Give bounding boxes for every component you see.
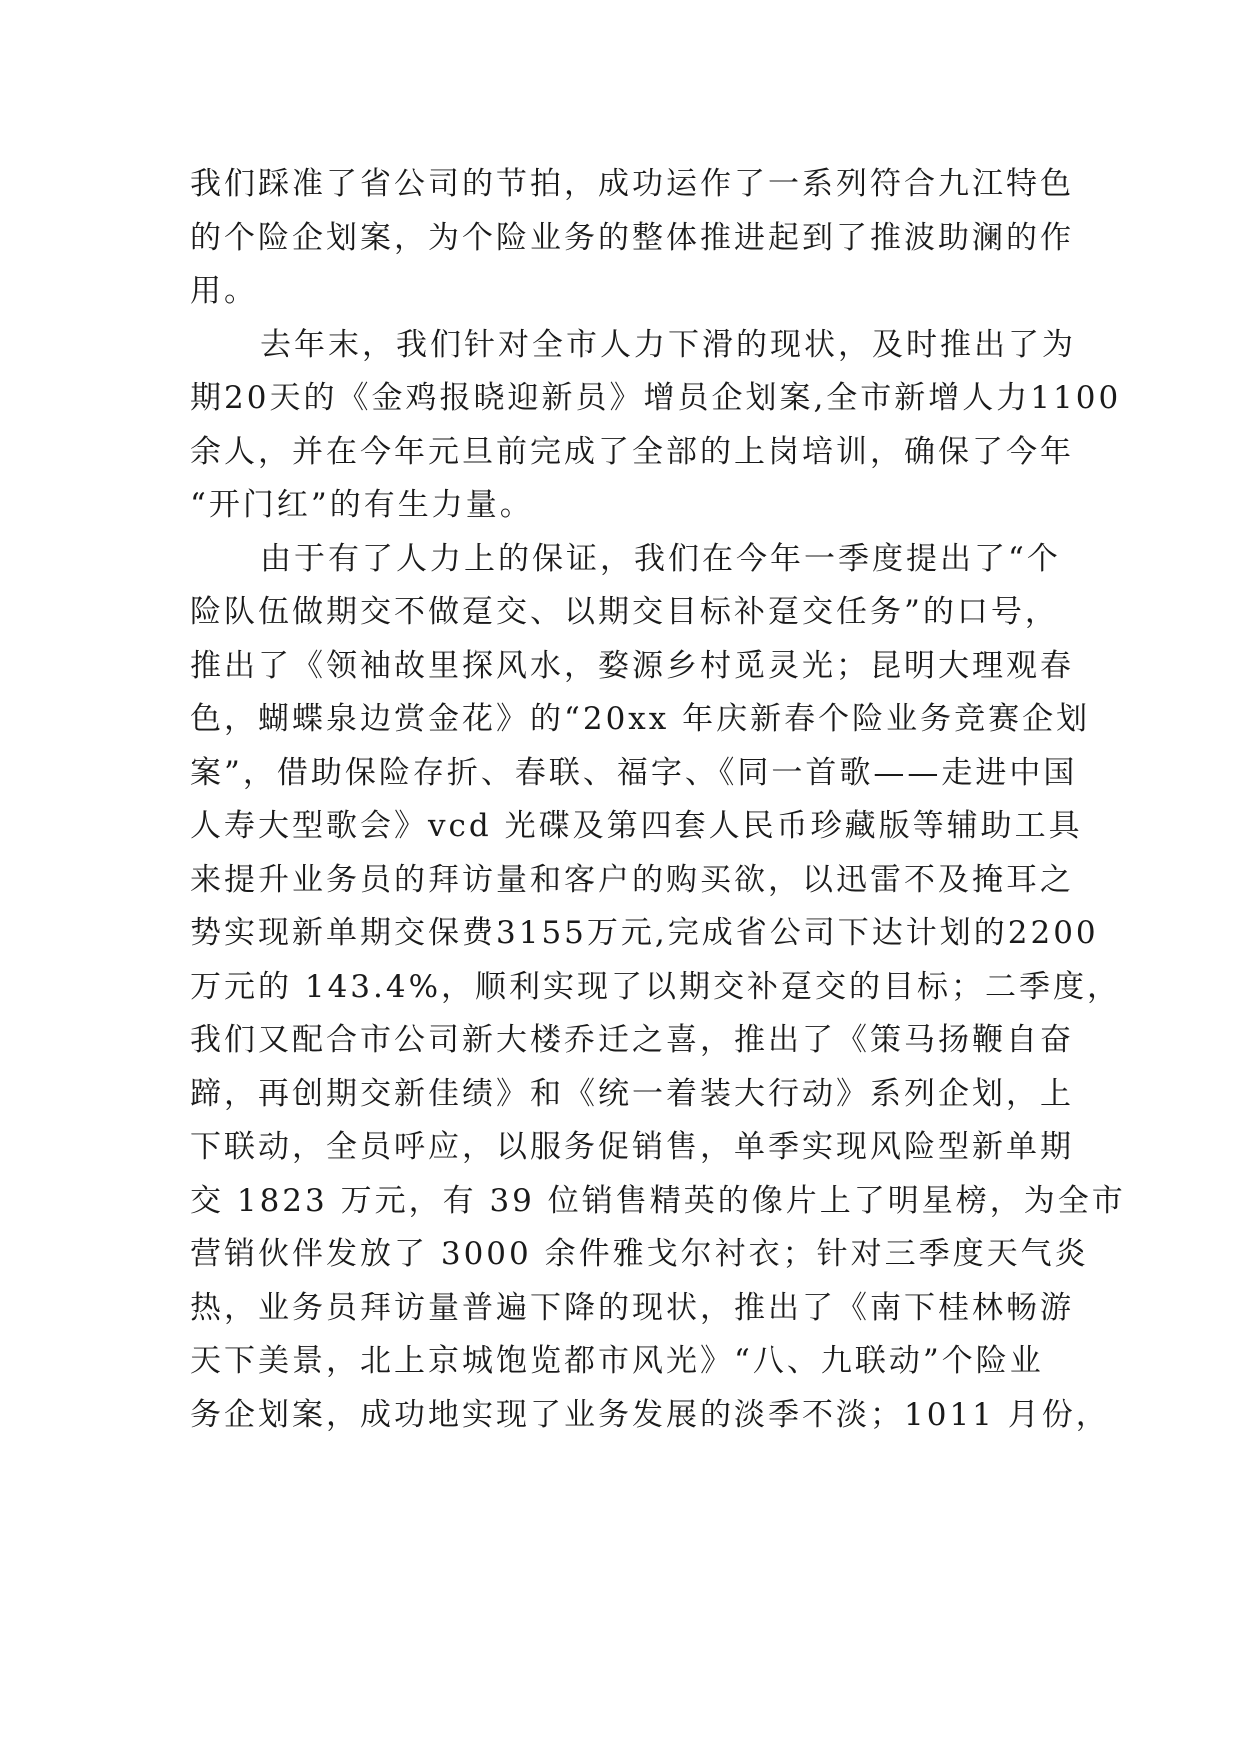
text-line: 天下美景，北上京城饱览都市风光》“八、九联动”个险业 [190, 1343, 1044, 1379]
text-line: 蹄，再创期交新佳绩》和《统一着装大行动》系列企划，上 [190, 1075, 1074, 1112]
text-line: 我们又配合市公司新大楼乔迁之喜，推出了《策马扬鞭自奋 [190, 1022, 1074, 1058]
text-line: 热，业务员拜访量普遍下降的现状，推出了《南下桂林畅游 [190, 1289, 1074, 1326]
text-line: 由于有了人力上的保证，我们在今年一季度提出了“个 [260, 540, 1061, 577]
text-line: 的个险企划案，为个险业务的整体推进起到了推波助澜的作 [190, 219, 1074, 256]
text-line: 色，蝴蝶泉边赏金花》的“20xx 年庆新春个险业务竞赛企划 [190, 701, 1091, 737]
text-line: “开门红”的有生力量。 [190, 487, 534, 523]
text-line: 去年末，我们针对全市人力下滑的现状，及时推出了为 [260, 326, 1076, 363]
text-line: 来提升业务员的拜访量和客户的购买欲，以迅雷不及掩耳之 [190, 861, 1074, 898]
text-line: 险队伍做期交不做趸交、以期交目标补趸交任务”的口号， [190, 594, 1059, 630]
text-line: 我们踩准了省公司的节拍，成功运作了一系列符合九江特色 [190, 166, 1074, 202]
paragraph [190, 158, 1074, 319]
text-line: 案”，借助保险存折、春联、福字、《同一首歌——走进中国 [190, 754, 1078, 791]
text-line: 交 1823 万元，有 39 位销售精英的像片上了明星榜，为全市 [190, 1182, 1126, 1219]
text-line: 营销伙伴发放了 3000 余件雅戈尔衬衣；针对三季度天气炎 [190, 1236, 1089, 1272]
text-line: 人寿大型歌会》vcd 光碟及第四套人民币珍藏版等辅助工具 [190, 808, 1083, 844]
text-line: 万元的 143.4%，顺利实现了以期交补趸交的目标；二季度， [190, 968, 1122, 1005]
text-line: 推出了《领袖故里探风水，婺源乡村觅灵光；昆明大理观春 [190, 647, 1074, 684]
paragraph [190, 319, 1122, 533]
text-line: 务企划案，成功地实现了业务发展的淡季不淡；1011 月份， [190, 1396, 1110, 1433]
text-line: 用。 [190, 273, 258, 309]
text-line: 下联动，全员呼应，以服务促销售，单季实现风险型新单期 [190, 1129, 1074, 1165]
paragraph [190, 533, 1126, 1443]
text-line: 期20天的《金鸡报晓迎新员》增员企划案,全市新增人力1100 [190, 380, 1122, 416]
body-text [190, 158, 1126, 1442]
text-line: 余人，并在今年元旦前完成了全部的上岗培训，确保了今年 [190, 433, 1074, 470]
text-line: 势实现新单期交保费3155万元,完成省公司下达计划的2200 [190, 915, 1099, 951]
